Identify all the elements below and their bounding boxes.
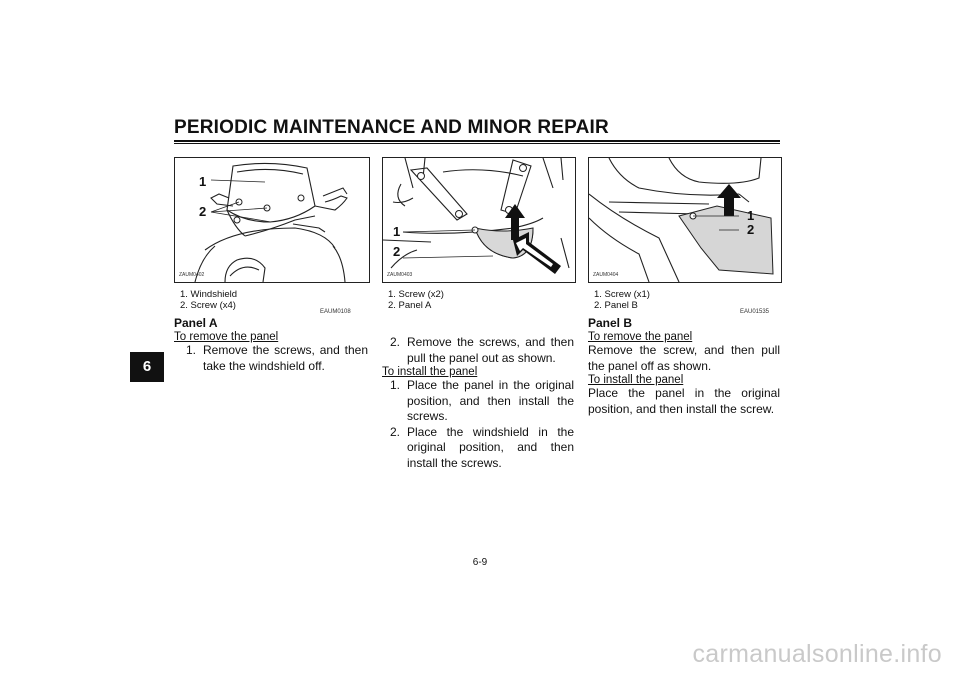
figure-code: ZAUM0403 — [387, 272, 413, 278]
paragraph-remove: Remove the screw, and then pull the panel off as shown. — [588, 343, 780, 373]
callout-1: 1 — [199, 174, 207, 189]
column-1 — [174, 316, 368, 374]
figure-code: ZAUM0404 — [593, 272, 619, 278]
watermark: carmanualsonline.info — [692, 640, 942, 668]
step-number: 1. — [390, 378, 401, 392]
callout-1: 1 — [393, 224, 401, 239]
step-number: 2. — [390, 424, 401, 439]
column-2 — [382, 335, 574, 471]
callout-1: 1 — [747, 208, 755, 223]
title-rule-thin — [174, 143, 780, 144]
caption-item: 2. Panel B — [594, 300, 638, 311]
step-number: 2. — [390, 335, 401, 349]
step-text: Place the panel in the original position, and then install the screws. — [407, 378, 574, 423]
panel-a-illustration — [383, 158, 575, 282]
caption-item: 2. Screw (x4) — [180, 300, 236, 311]
reference-code: EAU01535 — [740, 309, 770, 315]
caption-item: 1. Screw (x1) — [594, 289, 650, 300]
paragraph-install: Place the panel in the original position, and then install the screw. — [588, 386, 780, 416]
list-item — [390, 378, 574, 425]
list-item — [186, 343, 368, 374]
figure-windshield — [174, 157, 370, 283]
callout-2: 2 — [747, 222, 755, 237]
figure-caption-windshield — [180, 289, 237, 311]
reference-code: EAUM0108 — [320, 309, 351, 315]
caption-item: 1. Windshield — [180, 289, 238, 300]
title-rule — [174, 140, 780, 142]
chapter-tab: 6 — [130, 352, 164, 382]
figure-caption-panel-b — [594, 289, 650, 311]
figure-caption-panel-a — [388, 289, 444, 311]
subheading-remove: To remove the panel — [588, 331, 693, 343]
figure-code: ZAUM0402 — [179, 272, 205, 278]
step-text: Place the windshield in the original position, and then install the screws. — [407, 424, 574, 470]
callout-2: 2 — [393, 244, 401, 259]
section-heading-panel-a: Panel A — [174, 316, 218, 330]
subheading-install: To install the panel — [382, 366, 478, 378]
subheading-remove: To remove the panel — [174, 331, 279, 343]
subheading-install: To install the panel — [588, 374, 684, 386]
figure-panel-b — [588, 157, 782, 283]
list-item — [390, 425, 574, 472]
callout-2: 2 — [199, 204, 207, 219]
figure-panel-a — [382, 157, 576, 283]
caption-item: 2. Panel A — [388, 300, 432, 311]
caption-item: 1. Screw (x2) — [388, 289, 444, 300]
section-heading-panel-b: Panel B — [588, 316, 633, 330]
column-3 — [588, 316, 780, 417]
page-number: 6-9 — [472, 557, 488, 568]
list-item — [390, 335, 574, 366]
step-text: Remove the screws, and then take the windshield off. — [203, 343, 368, 373]
step-number: 1. — [186, 343, 197, 357]
step-text: Remove the screws, and then pull the panel out as shown. — [407, 335, 574, 365]
page-title: PERIODIC MAINTENANCE AND MINOR REPAIR — [174, 117, 609, 138]
